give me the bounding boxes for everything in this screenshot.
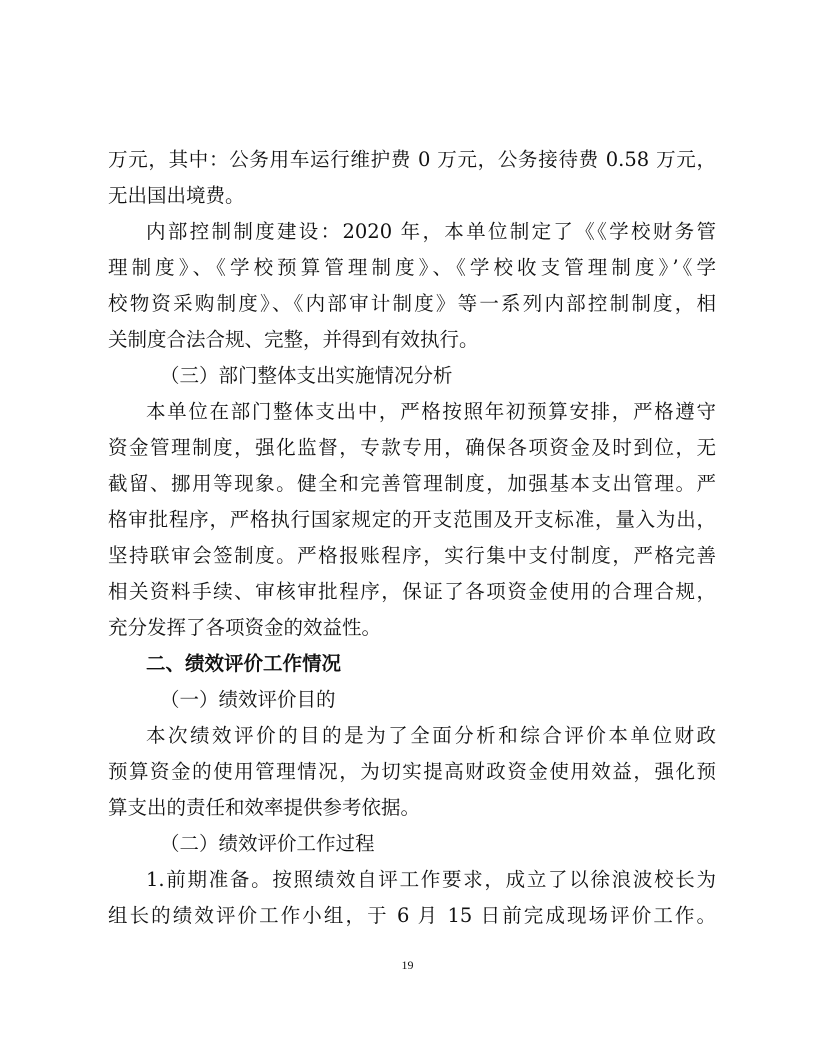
paragraph-line: 内部控制制度建设：2020 年，本单位制定了《《学校财务管 (146, 220, 716, 243)
paragraph-line: 理制度》、《学校预算管理制度》、《学校收支管理制度》’《学 (108, 256, 716, 279)
paragraph-line: 充分发挥了各项资金的效益性。 (108, 616, 382, 639)
paragraph-line: 坚持联审会签制度。严格报账程序，实行集中支付制度，严格完善 (108, 544, 716, 567)
paragraph-line: 1.前期准备。按照绩效自评工作要求，成立了以徐浪波校长为 (146, 868, 716, 891)
paragraph-line: 组长的绩效评价工作小组，于 6 月 15 日前完成现场评价工作。 (108, 904, 716, 927)
paragraph-line: 截留、挪用等现象。健全和完善管理制度，加强基本支出管理。严 (108, 472, 716, 495)
page-number: 19 (401, 958, 414, 972)
paragraph-line: 本单位在部门整体支出中，严格按照年初预算安排，严格遵守 (146, 400, 716, 423)
section-heading: 二、绩效评价工作情况 (146, 652, 342, 675)
section-subheading: （三）部门整体支出实施情况分析 (160, 364, 453, 387)
paragraph-line: 资金管理制度，强化监督，专款专用，确保各项资金及时到位，无 (108, 436, 716, 459)
paragraph-line: 相关资料手续、审核审批程序，保证了各项资金使用的合理合规， (108, 580, 716, 603)
paragraph-line: 本次绩效评价的目的是为了全面分析和综合评价本单位财政 (146, 724, 716, 747)
paragraph-line: 格审批程序，严格执行国家规定的开支范围及开支标准，量入为出， (108, 508, 716, 531)
section-subheading: （一）绩效评价目的 (160, 688, 336, 711)
paragraph-line: 无出国出境费。 (108, 184, 245, 207)
paragraph-line: 关制度合法合规、完整，并得到有效执行。 (108, 328, 479, 351)
paragraph-line: 算支出的责任和效率提供参考依据。 (108, 796, 421, 819)
paragraph-line: 预算资金的使用管理情况，为切实提高财政资金使用效益，强化预 (108, 760, 716, 783)
section-subheading: （二）绩效评价工作过程 (160, 832, 375, 855)
paragraph-line: 万元，其中：公务用车运行维护费 0 万元，公务接待费 0.58 万元， (108, 148, 716, 171)
paragraph-line: 校物资采购制度》、《内部审计制度》等一系列内部控制制度，相 (108, 292, 716, 315)
